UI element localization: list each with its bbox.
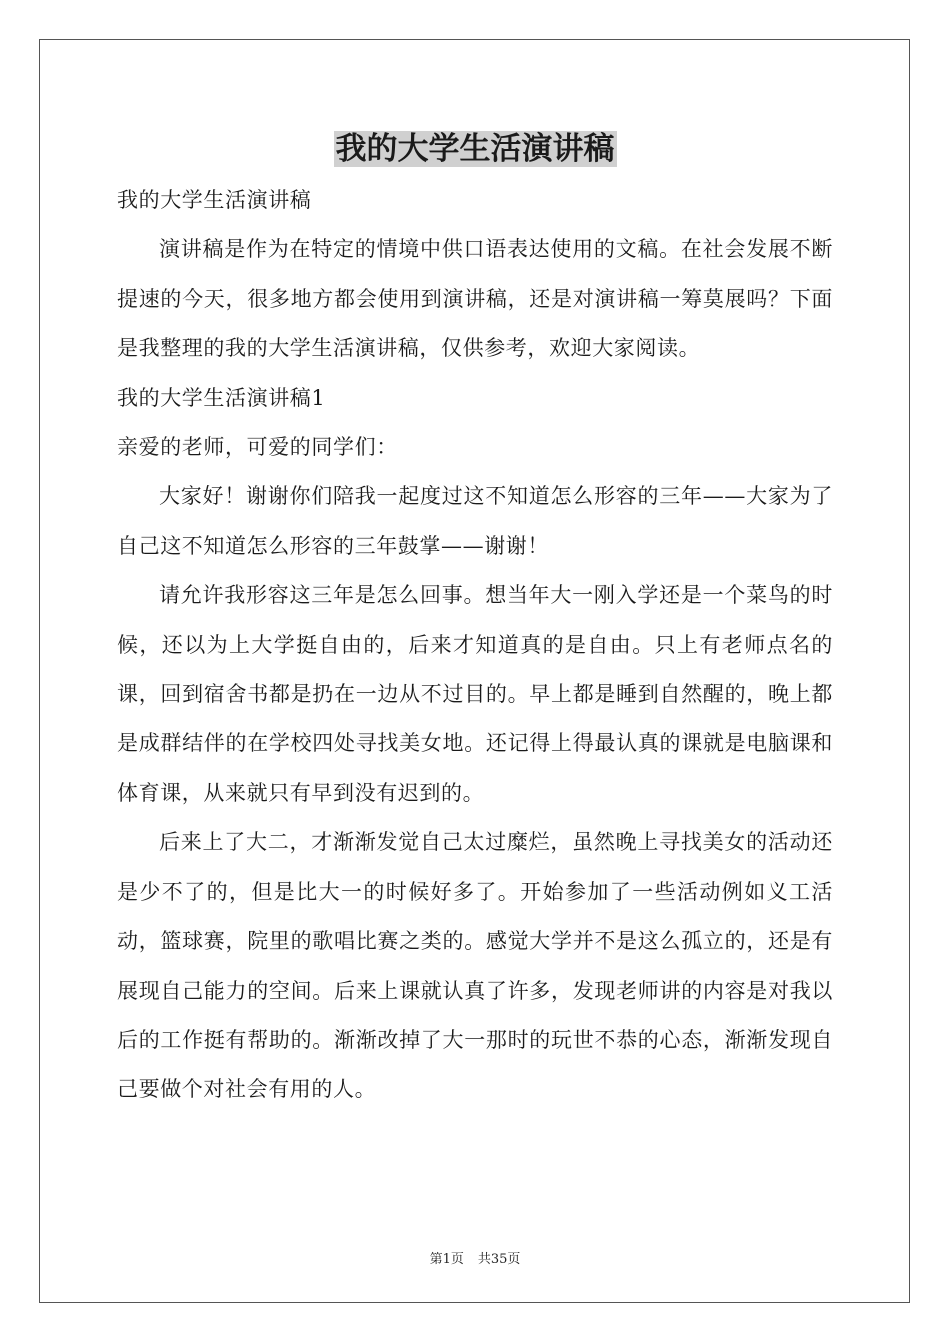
page-total: 共35页 — [477, 1252, 521, 1267]
page-number: 第1页 — [429, 1252, 464, 1267]
body-paragraph-1: 大家好！谢谢你们陪我一起度过这不知道怎么形容的三年——大家为了自己这不知道怎么形容的三年鼓掌——谢谢！ — [117, 484, 833, 558]
intro-paragraph: 演讲稿是作为在特定的情境中供口语表达使用的文稿。在社会发展不断提速的今天，很多地方都会使用到演讲稿，还是对演讲稿一筹莫展吗？下面是我整理的我的大学生活演讲稿，仅供参考，欢迎大家阅读。 — [117, 237, 833, 361]
document-body — [117, 176, 833, 1115]
document-title-text: 我的大学生活演讲稿 — [335, 131, 615, 167]
document-title — [0, 126, 950, 172]
salutation: 亲爱的老师，可爱的同学们： — [117, 435, 398, 460]
subtitle-line: 我的大学生活演讲稿 — [117, 188, 312, 212]
body-paragraph-2: 请允许我形容这三年是怎么回事。想当年大一刚入学还是一个菜鸟的时候，还以为上大学挺自由的，后来才知道真的是自由。只上有老师点名的课，回到宿舍书都是扔在一边从不过目的。早上都是睡到自然醒的，晚上都是成群结伴的在学校四处寻找美女地。还记得上得最认真的课就是电脑课和体育课，从来就只有早到没有迟到的。 — [117, 583, 833, 805]
section-heading: 我的大学生活演讲稿1 — [117, 385, 326, 410]
page-footer — [0, 1248, 950, 1267]
body-paragraph-3: 后来上了大二，才渐渐发觉自己太过糜烂，虽然晚上寻找美女的活动还是少不了的，但是比大一的时候好多了。开始参加了一些活动例如义工活动，篮球赛，院里的歌唱比赛之类的。感觉大学并不是这么孤立的，还是有展现自己能力的空间。后来上课就认真了许多，发现老师讲的内容是对我以后的工作挺有帮助的。渐渐改掉了大一那时的玩世不恭的心态，渐渐发现自己要做个对社会有用的人。 — [117, 830, 833, 1102]
